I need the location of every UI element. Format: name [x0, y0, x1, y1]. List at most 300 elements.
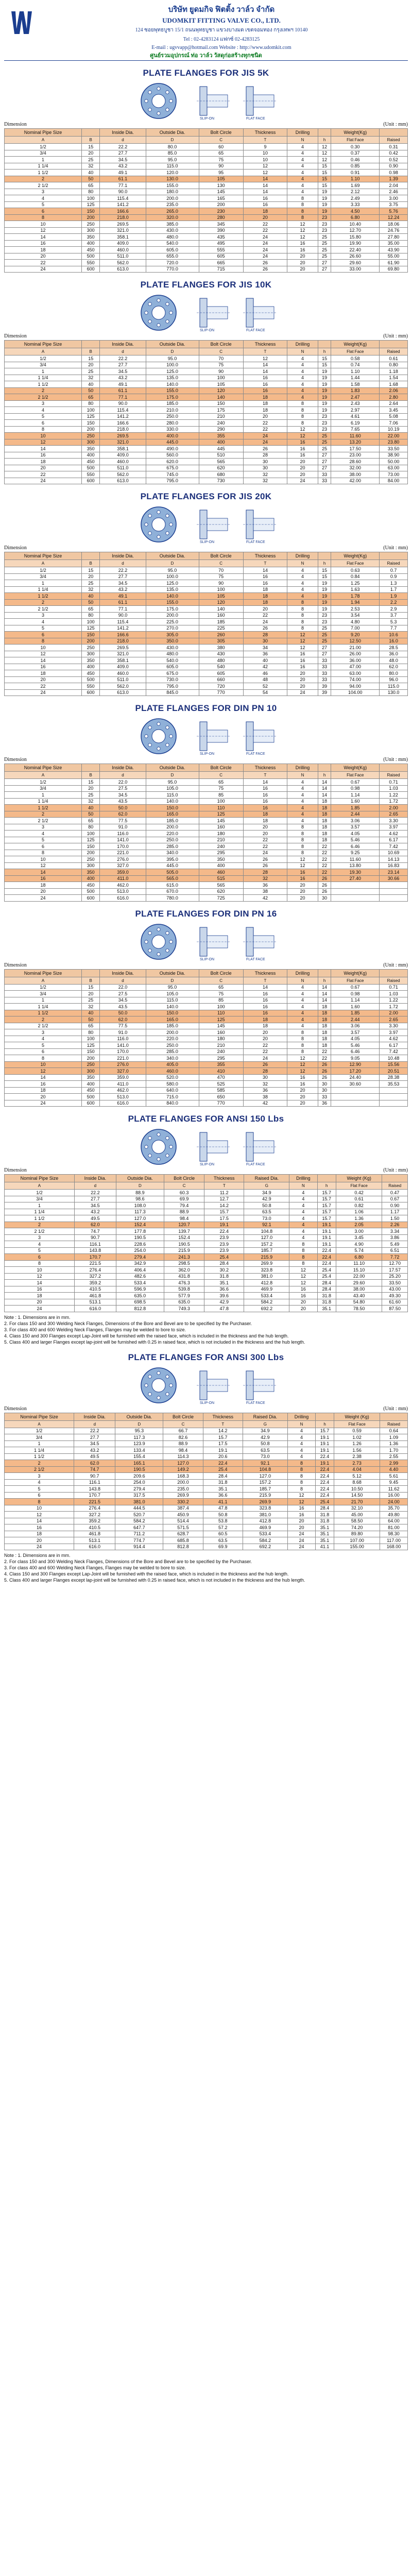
table-cell: 155.0: [146, 599, 199, 606]
table-cell: 50: [82, 811, 100, 818]
table-cell: 40: [82, 381, 100, 388]
table-cell: 675.0: [146, 670, 199, 677]
table-cell: 32: [82, 586, 100, 593]
table-cell: 29.60: [336, 1280, 382, 1286]
table-notes: [4, 1314, 408, 1345]
table-cell: 411.0: [100, 1081, 146, 1088]
table-cell: 8: [288, 1479, 316, 1486]
section-title: PLATE FLANGES FOR DIN PN 10: [135, 703, 277, 713]
table-cell: 70: [199, 355, 243, 362]
table-row: [5, 1466, 408, 1473]
table-cell: 7.65: [331, 426, 380, 433]
column-header: Outside Dia.: [146, 129, 199, 137]
table-cell: 7.7: [380, 625, 408, 632]
table-cell: 50.0: [100, 1010, 146, 1016]
table-row: [5, 882, 408, 889]
column-header: Bolt Circle: [199, 129, 243, 137]
table-cell: 692.2: [244, 1306, 289, 1312]
table-cell: 250: [82, 645, 100, 651]
table-cell: 12: [5, 227, 82, 234]
column-header: Inside Dia.: [100, 969, 146, 977]
column-header: Drilling: [287, 129, 318, 137]
table-cell: 12: [289, 1280, 317, 1286]
table-cell: 12: [287, 433, 318, 439]
table-cell: 22.4: [315, 1473, 334, 1480]
table-cell: 22: [243, 227, 287, 234]
table-cell: 16: [287, 651, 318, 657]
column-header: Thickness: [243, 129, 287, 137]
table-cell: 8: [287, 850, 318, 856]
table-cell: 616.0: [100, 895, 146, 902]
table-cell: 2: [5, 387, 82, 394]
flange-diagram: [4, 81, 408, 121]
column-header: Outside Dia.: [146, 341, 199, 348]
table-cell: 185.0: [146, 1023, 199, 1029]
table-cell: 50.00: [380, 459, 408, 465]
table-cell: 100: [199, 586, 243, 593]
table-row: [5, 1512, 408, 1518]
table-cell: 20: [287, 260, 318, 266]
table-cell: 116.0: [100, 1036, 146, 1042]
table-cell: 16: [5, 1081, 82, 1088]
table-cell: 18: [5, 1293, 75, 1299]
table-cell: 24.76: [380, 227, 408, 234]
table-cell: 774.7: [115, 1537, 163, 1544]
table-cell: 125: [82, 625, 100, 632]
table-cell: 135.0: [146, 375, 199, 381]
table-cell: 22: [318, 862, 331, 869]
table-cell: 160: [199, 824, 243, 831]
table-cell: 28.4: [317, 1286, 336, 1293]
slip-on-label: SLIP-ON: [200, 540, 215, 544]
table-cell: 50.8: [203, 1512, 243, 1518]
table-cell: 14: [5, 869, 82, 876]
table-cell: 410.5: [74, 1524, 115, 1531]
table-cell: 330.0: [146, 426, 199, 433]
table-cell: 28: [243, 452, 287, 459]
table-cell: 100: [82, 831, 100, 837]
slip-on-section-icon: [197, 927, 231, 956]
table-cell: 300: [82, 651, 100, 657]
column-subheader: T: [203, 1420, 243, 1428]
table-cell: 215.9: [244, 1254, 289, 1261]
column-subheader: C: [199, 348, 243, 355]
table-cell: 10.19: [380, 426, 408, 433]
table-cell: 50: [82, 387, 100, 394]
column-header: Drilling: [287, 764, 318, 772]
table-cell: 15: [318, 170, 331, 176]
table-cell: 84.00: [380, 478, 408, 484]
table-cell: 63.00: [331, 670, 380, 677]
table-cell: 33: [318, 1094, 331, 1100]
bolt-hole-icon: [157, 87, 160, 90]
table-cell: 20: [5, 465, 82, 471]
table-cell: 22.0: [100, 984, 146, 991]
table-cell: 2.53: [331, 606, 380, 613]
table-cell: 115.0: [146, 163, 199, 170]
table-row: [5, 1440, 408, 1447]
table-cell: 210: [199, 1042, 243, 1049]
table-cell: 61.1: [100, 176, 146, 182]
table-cell: 0.67: [331, 779, 380, 786]
table-cell: 100: [199, 798, 243, 805]
table-cell: 520.0: [146, 1074, 199, 1081]
table-cell: 460: [199, 869, 243, 876]
table-cell: [331, 1094, 380, 1100]
table-cell: 770: [199, 1100, 243, 1107]
table-cell: 18: [318, 1016, 331, 1023]
column-subheader: G: [243, 1420, 287, 1428]
table-cell: 1/2: [5, 1190, 75, 1196]
table-cell: 155.4: [115, 1453, 163, 1460]
table-notes: [4, 1552, 408, 1583]
table-cell: 2.00: [380, 805, 408, 811]
table-cell: 3.45: [380, 407, 408, 414]
table-row: [5, 1074, 408, 1081]
table-cell: 18: [318, 1029, 331, 1036]
table-cell: 15: [318, 567, 331, 574]
flange-sections: [4, 68, 408, 1583]
company-name-thai: บริษัท ยูดมกิจ ฟิตติ้ง วาล์ว จำกัด: [168, 6, 275, 14]
table-cell: 14: [318, 991, 331, 997]
table-cell: 18: [243, 1016, 287, 1023]
bolt-hole-icon: [148, 514, 151, 517]
table-cell: 23: [318, 612, 331, 619]
table-cell: 7.42: [380, 843, 408, 850]
table-cell: 22.4: [317, 1260, 336, 1267]
table-cell: 24: [287, 478, 318, 484]
table-cell: 47.00: [331, 664, 380, 670]
table-cell: 321.0: [100, 651, 146, 657]
table-cell: 38.00: [336, 1286, 382, 1293]
table-cell: 166.6: [100, 208, 146, 215]
table-cell: 250: [82, 433, 100, 439]
table-cell: 166.6: [100, 420, 146, 427]
table-row: [5, 465, 408, 471]
table-cell: 74.00: [331, 676, 380, 683]
table-cell: 8: [287, 599, 318, 606]
table-cell: 21.00: [331, 645, 380, 651]
column-header: Thickness: [243, 969, 287, 977]
table-row: [5, 1280, 408, 1286]
table-cell: 25: [318, 625, 331, 632]
table-cell: 400: [82, 240, 100, 247]
table-cell: 25: [318, 433, 331, 439]
table-cell: 14: [243, 189, 287, 195]
dimension-label: Dimension: [4, 1167, 27, 1173]
table-cell: 22.4: [317, 1254, 336, 1261]
table-cell: 0.67: [331, 984, 380, 991]
table-cell: 18: [243, 818, 287, 824]
table-cell: 2 1/2: [5, 182, 82, 189]
table-cell: 24.00: [380, 1499, 408, 1505]
table-cell: 1.83: [331, 387, 380, 394]
table-row: [5, 1094, 408, 1100]
table-cell: 65: [199, 779, 243, 786]
table-cell: 20.6: [203, 1453, 243, 1460]
table-cell: 24: [5, 266, 82, 273]
table-cell: 34.5: [74, 1440, 115, 1447]
table-cell: 110: [199, 805, 243, 811]
bolt-hole-icon: [145, 1383, 148, 1386]
table-cell: 1 1/2: [5, 1215, 75, 1222]
table-cell: 265.0: [146, 208, 199, 215]
table-cell: 20: [5, 1094, 82, 1100]
bolt-hole-icon: [166, 948, 169, 952]
bolt-hole-icon: [157, 112, 160, 115]
column-subheader: D: [146, 137, 199, 144]
table-cell: 4: [289, 1202, 317, 1209]
table-cell: 98.4: [163, 1447, 203, 1454]
table-cell: 4: [287, 375, 318, 381]
table-cell: 270.0: [146, 625, 199, 632]
table-cell: 5.3: [380, 619, 408, 625]
table-cell: 20: [243, 413, 287, 420]
table-cell: 16: [287, 869, 318, 876]
table-row: [5, 580, 408, 587]
column-subheader: Raised: [380, 560, 408, 567]
table-cell: 4.62: [380, 831, 408, 837]
table-cell: 27.7: [100, 573, 146, 580]
table-cell: 2.06: [380, 387, 408, 394]
bolt-hole-icon: [166, 320, 169, 323]
table-cell: 3: [5, 612, 82, 619]
table-cell: 584.2: [243, 1537, 287, 1544]
table-cell: 30.60: [331, 1081, 380, 1088]
column-header: Bolt Circle: [199, 969, 243, 977]
table-cell: 28: [243, 1068, 287, 1075]
table-cell: 295: [199, 850, 243, 856]
table-cell: 342.9: [116, 1260, 164, 1267]
table-cell: 62.0: [100, 811, 146, 818]
column-subheader: h: [318, 560, 331, 567]
table-cell: 105.0: [146, 991, 199, 997]
table-cell: 210.0: [146, 407, 199, 414]
table-cell: 185.0: [146, 818, 199, 824]
table-cell: 295: [199, 1055, 243, 1062]
bolt-hole-icon: [145, 940, 148, 943]
table-cell: 150.0: [146, 805, 199, 811]
table-cell: 31.8: [317, 1299, 336, 1306]
column-header: Bolt Circle: [199, 552, 243, 560]
table-cell: 35.53: [380, 1081, 408, 1088]
table-cell: 30: [243, 1074, 287, 1081]
column-header: Weight (Kg): [334, 1413, 380, 1420]
table-cell: 0.91: [331, 170, 380, 176]
column-header: [380, 1413, 408, 1420]
table-cell: 22: [5, 683, 82, 690]
table-cell: 14: [243, 984, 287, 991]
table-cell: 49.80: [380, 1512, 408, 1518]
table-cell: 725: [199, 895, 243, 902]
table-cell: 1: [5, 1440, 74, 1447]
table-cell: 16: [5, 452, 82, 459]
table-cell: 190.5: [116, 1234, 164, 1241]
table-cell: 18: [243, 811, 287, 818]
table-cell: 0.82: [336, 1202, 382, 1209]
table-row: [5, 645, 408, 651]
section-title: PLATE FLANGES FOR JIS 5K: [143, 68, 269, 78]
bolt-hole-icon: [157, 1158, 160, 1161]
table-cell: 0.98: [380, 170, 408, 176]
table-cell: 596.9: [116, 1286, 164, 1293]
table-cell: 4: [287, 593, 318, 600]
table-cell: 0.58: [331, 355, 380, 362]
table-cell: 10: [5, 1267, 75, 1274]
table-cell: 460.0: [100, 459, 146, 465]
table-cell: 25: [318, 234, 331, 241]
table-cell: 605.0: [146, 247, 199, 253]
bolt-hole-icon: [157, 511, 160, 514]
table-cell: 27.7: [74, 1434, 115, 1441]
table-cell: 3: [5, 400, 82, 407]
column-subheader: N: [287, 772, 318, 779]
table-cell: 350: [82, 1074, 100, 1081]
table-cell: 1.63: [331, 586, 380, 593]
table-cell: 7.42: [380, 1048, 408, 1055]
table-cell: 269.9: [244, 1260, 289, 1267]
table-cell: 16: [243, 573, 287, 580]
bolt-hole-icon: [166, 1392, 169, 1395]
slip-on-label: SLIP-ON: [200, 117, 215, 121]
table-cell: 8.68: [334, 1479, 380, 1486]
column-header: [318, 341, 331, 348]
column-subheader: D: [116, 1182, 164, 1190]
table-cell: 165.0: [146, 811, 199, 818]
table-cell: 145: [199, 1023, 243, 1029]
table-cell: 571.5: [163, 1524, 203, 1531]
table-cell: 540: [199, 664, 243, 670]
column-subheader: D: [146, 348, 199, 355]
table-cell: 400: [82, 1081, 100, 1088]
column-subheader: D: [146, 560, 199, 567]
column-subheader: h: [318, 348, 331, 355]
flange-section: [4, 68, 408, 273]
table-cell: 300: [82, 1068, 100, 1075]
table-cell: 8: [287, 843, 318, 850]
table-cell: 20: [243, 1036, 287, 1042]
table-row: [5, 471, 408, 478]
table-cell: 12: [318, 144, 331, 150]
table-cell: 1 1/2: [5, 1010, 82, 1016]
table-cell: 513.0: [100, 1094, 146, 1100]
table-cell: 4: [288, 1447, 316, 1454]
table-cell: 20.51: [380, 1068, 408, 1075]
table-row: [5, 1293, 408, 1299]
table-cell: 4.05: [331, 831, 380, 837]
table-cell: 327.0: [100, 1068, 146, 1075]
table-row: [5, 670, 408, 677]
column-subheader: A: [5, 1420, 74, 1428]
table-cell: 18: [5, 247, 82, 253]
table-cell: 8: [5, 214, 82, 221]
table-cell: 2.44: [331, 811, 380, 818]
section-title: PLATE FLANGES FOR ANSI 150 Lbs: [128, 1114, 284, 1124]
table-cell: 2.04: [380, 182, 408, 189]
table-cell: 115.0: [380, 683, 408, 690]
table-cell: 8: [287, 420, 318, 427]
bolt-hole-icon: [157, 1371, 160, 1374]
table-cell: 95.0: [146, 567, 199, 574]
table-cell: 90.0: [100, 189, 146, 195]
table-cell: 19: [318, 586, 331, 593]
table-cell: 6.19: [331, 420, 380, 427]
table-row: [5, 837, 408, 843]
bolt-hole-icon: [145, 735, 148, 738]
table-cell: 19: [318, 606, 331, 613]
table-cell: 9.45: [380, 1479, 408, 1486]
table-cell: 18: [318, 805, 331, 811]
column-subheader: Flat Face: [334, 1420, 380, 1428]
table-row: [5, 227, 408, 234]
column-header: [315, 1413, 334, 1420]
table-cell: 2.9: [380, 606, 408, 613]
table-cell: 48.0: [380, 657, 408, 664]
table-cell: 200: [199, 201, 243, 208]
table-cell: 210: [199, 413, 243, 420]
table-row: [5, 573, 408, 580]
table-cell: 16: [243, 381, 287, 388]
table-cell: 4: [289, 1190, 317, 1196]
table-row: [5, 478, 408, 484]
table-cell: 15: [318, 163, 331, 170]
table-subheader-row: [5, 1182, 408, 1190]
table-cell: 240: [199, 420, 243, 427]
table-cell: 675.0: [146, 465, 199, 471]
table-cell: 770: [199, 689, 243, 696]
table-cell: 2: [5, 1460, 74, 1467]
table-cell: 20: [287, 1087, 318, 1094]
section-title: PLATE FLANGES FOR JIS 20K: [140, 492, 272, 501]
table-cell: 120.0: [146, 170, 199, 176]
section-title: PLATE FLANGES FOR DIN PN 16: [135, 908, 277, 919]
table-cell: 14: [5, 1074, 82, 1081]
table-cell: 18: [318, 1004, 331, 1010]
table-cell: 8: [287, 214, 318, 221]
table-row: [5, 247, 408, 253]
table-cell: 11.2: [204, 1190, 244, 1196]
table-cell: 8: [287, 413, 318, 420]
table-cell: 1.03: [380, 785, 408, 792]
table-cell: 12: [287, 234, 318, 241]
table-cell: 18: [318, 798, 331, 805]
table-cell: 160: [199, 612, 243, 619]
table-cell: 218.0: [100, 426, 146, 433]
table-row: [5, 875, 408, 882]
table-cell: 20: [287, 459, 318, 465]
table-cell: 12: [318, 157, 331, 163]
column-subheader: N: [287, 560, 318, 567]
table-cell: 3.75: [380, 201, 408, 208]
table-cell: 140: [199, 394, 243, 401]
table-row: [5, 426, 408, 433]
table-row: [5, 1010, 408, 1016]
column-subheader: d: [100, 772, 146, 779]
table-cell: [331, 895, 380, 902]
table-cell: 3.97: [380, 1029, 408, 1036]
table-cell: 24: [5, 1306, 75, 1312]
column-subheader: T: [243, 137, 287, 144]
table-cell: 32: [82, 375, 100, 381]
table-cell: 78.50: [336, 1306, 382, 1312]
table-cell: 36.6: [203, 1492, 243, 1499]
table-cell: 4: [287, 394, 318, 401]
table-cell: 650: [199, 1094, 243, 1100]
note-line: 5. Class 400 and larger Flanges except lap-joint will be furnished with 0.25 in raised face, which is not included in the thickness and the hub length.: [4, 1578, 305, 1583]
table-row: [5, 459, 408, 465]
table-cell: 200.0: [146, 195, 199, 202]
table-cell: 16: [5, 875, 82, 882]
